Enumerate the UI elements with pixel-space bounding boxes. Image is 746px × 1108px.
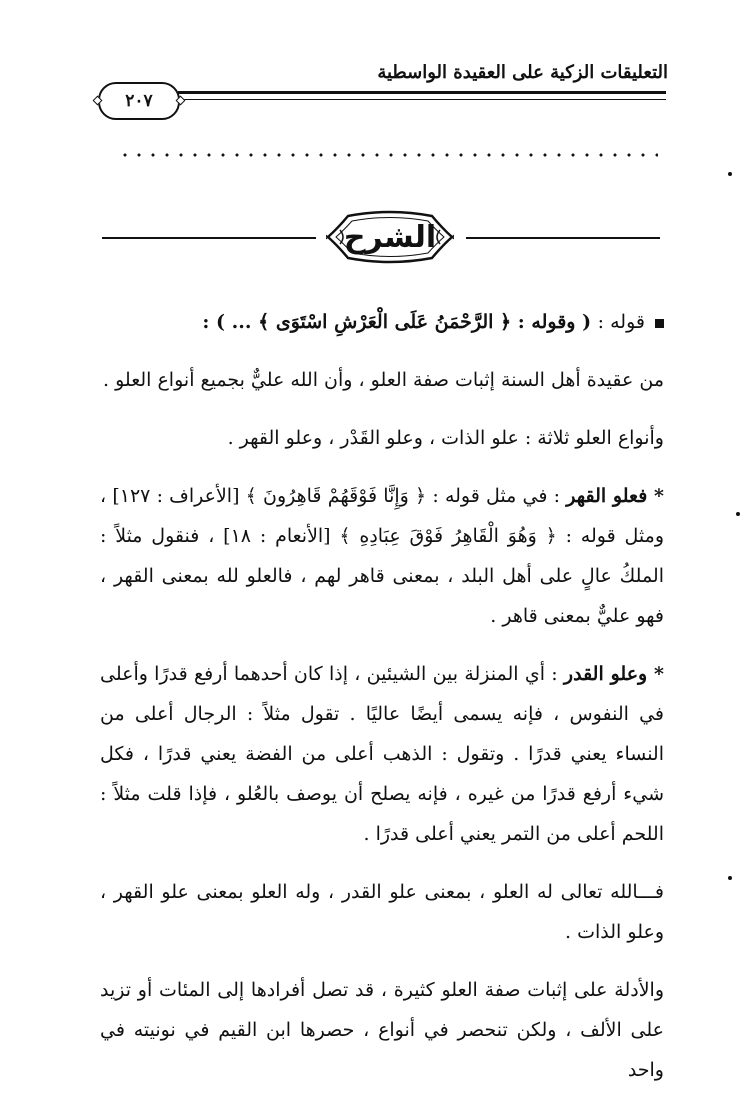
page-number-badge bbox=[98, 82, 180, 120]
paragraph: والأدلة على إثبات صفة العلو كثيرة ، قد تصل أفرادها إلى المئات أو تزيد على الألف ، ولكن تنحصر في أنواع ، حصرها ابن القيم في نونيته في واحد bbox=[100, 979, 664, 1081]
margin-dot bbox=[736, 512, 740, 516]
header-rule-thick bbox=[178, 91, 666, 94]
paragraph: وأنواع العلو ثلاثة : علو الذات ، وعلو القَدْر ، وعلو القهر . bbox=[227, 427, 664, 449]
section-title: الشرح bbox=[343, 219, 437, 255]
running-title: التعليقات الزكية على العقيدة الواسطية bbox=[377, 62, 668, 83]
section-rule-left bbox=[102, 237, 316, 239]
square-bullet-icon bbox=[655, 319, 664, 328]
margin-dot bbox=[728, 876, 732, 880]
paragraph-body: : أي المنزلة بين الشيئين ، إذا كان أحدهما أرفع قدرًا وأعلى في النفوس ، فإنه يسمى أيضًا عاليًا . تقول مثلاً : الرجال أعلى من النساء يعني قدرًا . وتقول : الذهب أعلى من الفضة يعني قدرًا ، فكل شيء أرفع قدرًا من غيره ، فإنه يصلح أن يوصف بالعُلو ، فإذا قلت مثلاً : اللحم أعلى من التمر يعني أعلى قدرًا . bbox=[100, 663, 664, 845]
paragraph-lead: * فعلو القهر bbox=[566, 485, 664, 507]
paragraph bbox=[100, 654, 664, 854]
paragraph: من عقيدة أهل السنة إثبات صفة العلو ، وأن الله عليٌّ بجميع أنواع العلو . bbox=[103, 369, 664, 391]
quoted-text: ( وقوله : ﴿ الرَّحْمَنُ عَلَى الْعَرْشِ اسْتَوَى ﴾ ... ) : bbox=[202, 311, 598, 333]
dotted-separator bbox=[118, 152, 658, 158]
margin-dot bbox=[728, 172, 732, 176]
section-emblem bbox=[326, 210, 454, 264]
paragraph-lead: قوله : bbox=[597, 311, 645, 333]
paragraph-lead: * وعلو القدر bbox=[563, 663, 664, 685]
page-number: ٢٠٧ bbox=[125, 91, 153, 111]
paragraph-body: : في مثل قوله : ﴿ وَإِنَّا فَوْقَهُمْ قَاهِرُونَ ﴾ [الأعراف : ١٢٧] ، ومثل قوله : ﴿ وَهُوَ الْقَاهِرُ فَوْقَ عِبَادِهِ ﴾ [الأنعام : ١٨] ، فنقول مثلاً : الملكُ عالٍ على أهل البلد ، بمعنى قاهر لهم ، فالعلو لله بمعنى القهر ، فهو عليٌّ بمعنى قاهر . bbox=[100, 485, 664, 627]
paragraph bbox=[100, 302, 664, 342]
paragraph bbox=[100, 476, 664, 636]
body-text bbox=[100, 302, 664, 1108]
header-rule-thin bbox=[178, 99, 666, 100]
section-rule-right bbox=[466, 237, 660, 239]
paragraph: فـــالله تعالى له العلو ، بمعنى علو القدر ، وله العلو بمعنى علو القهر ، وعلو الذات . bbox=[100, 881, 664, 943]
